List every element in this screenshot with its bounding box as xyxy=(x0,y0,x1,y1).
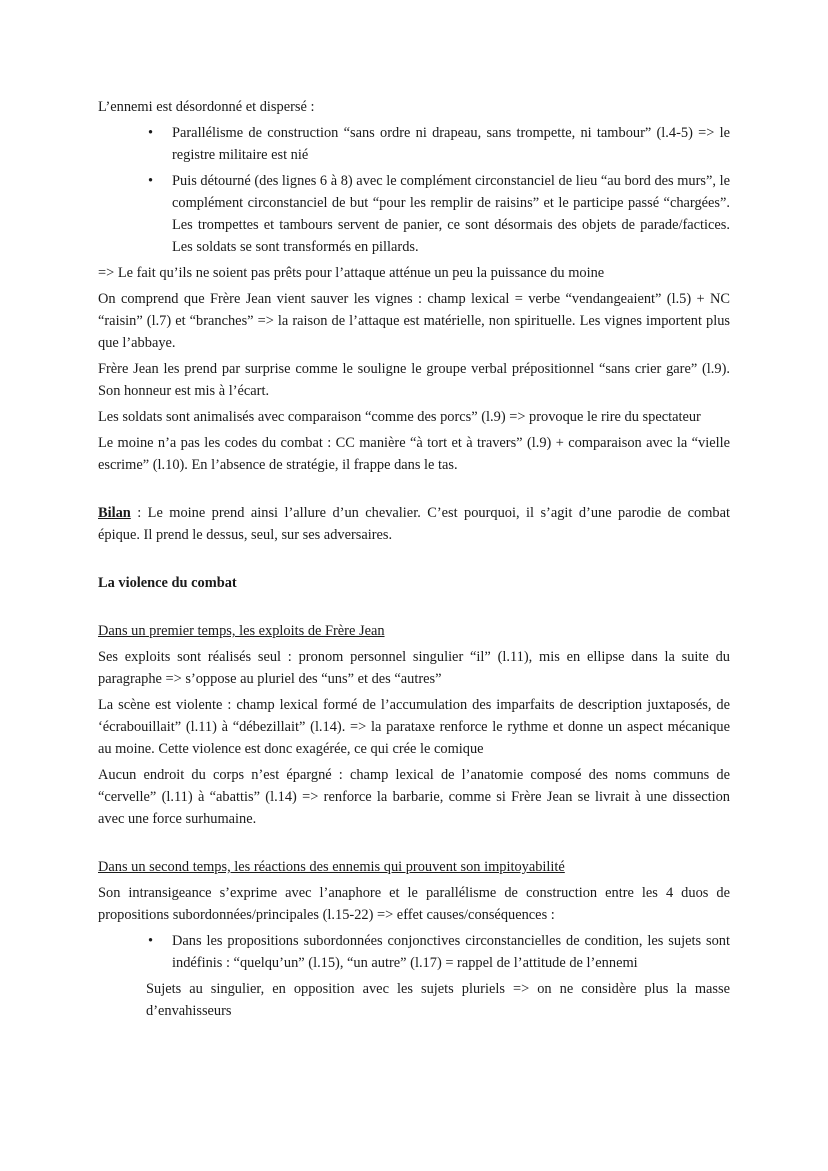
bullet-item: • Parallélisme de construction “sans ordre ni drapeau, sans trompette, ni tambour” (l.4-5) => le registre militaire est nié xyxy=(172,122,730,166)
paragraph-combat-codes: Le moine n’a pas les codes du combat : CC manière “à tort et à travers” (l.9) + comparaison avec la “vielle escrime” (l.10). En l’absence de stratégie, il frappe dans le tas. xyxy=(98,435,730,473)
bilan-label: Bilan xyxy=(98,505,131,521)
subheading-first: Dans un premier temps, les exploits de Frère Jean xyxy=(98,623,385,639)
bilan-text: : Le moine prend ainsi l’allure d’un chevalier. C’est pourquoi, il s’agit d’une parodie de combat épique. Il prend le dessus, seul, sur ses adversaires. xyxy=(98,505,730,543)
document-page xyxy=(98,96,730,1026)
paragraph-violent-scene: La scène est violente : champ lexical formé de l’accumulation des imparfaits de description juxtaposés, de ‘écrabouillait” (l.11) à “débezillait” (l.14). => la parataxe renforce le rythme et donne un aspect mécanique au moine. Cette violence est donc exagérée, ce qui crée le comique xyxy=(98,697,730,757)
paragraph-anatomy: Aucun endroit du corps n’est épargné : champ lexical de l’anatomie composé des noms communs de “cervelle” (l.11) à “abattis” (l.14) => renforce la barbarie, comme si Frère Jean se livrait à une dissection avec une force surhumaine. xyxy=(98,767,730,827)
paragraph-surprise: Frère Jean les prend par surprise comme le souligne le groupe verbal prépositionnel “sans crier gare” (l.9). Son honneur est mis à l’écart. xyxy=(98,361,730,399)
bullet-item: • Puis détourné (des lignes 6 à 8) avec le complément circonstanciel de lieu “au bord des murs”, le complément circonstanciel de but “pour les remplir de raisins” et le participe passé “chargées”. Les trompettes et tambours servent de panier, ce sont désormais des objets de parade/factices. Les soldats se sont transformés en pillards. xyxy=(172,170,730,258)
paragraph-vines: On comprend que Frère Jean vient sauver les vignes : champ lexical = verbe “vendangeaient” (l.5) + NC “raisin” (l.7) et “branches” => la raison de l’attaque est matérielle, non spirituelle. Les vignes importent plus que l’abbaye. xyxy=(98,291,730,351)
paragraph-enemy-disordered: L’ennemi est désordonné et dispersé : xyxy=(98,99,315,115)
bullet-list-subordinates xyxy=(98,930,730,974)
bullet-item: • Dans les propositions subordonnées conjonctives circonstancielles de condition, les sujets sont indéfinis : “quelqu’un” (l.15), “un autre” (l.17) = rappel de l’attitude de l’ennemi xyxy=(172,930,730,974)
subheading-second: Dans un second temps, les réactions des ennemis qui prouvent son impitoyabilité xyxy=(98,859,565,875)
bullet-list-construction xyxy=(98,122,730,258)
paragraph-conclusion-attack: => Le fait qu’ils ne soient pas prêts pour l’attaque atténue un peu la puissance du moine xyxy=(98,265,605,281)
paragraph-bilan xyxy=(98,502,730,546)
paragraph-exploits: Ses exploits sont réalisés seul : pronom personnel singulier “il” (l.11), mis en ellipse dans la suite du paragraphe => s’oppose au pluriel des “uns” et des “autres” xyxy=(98,649,730,687)
section-heading: La violence du combat xyxy=(98,575,237,591)
paragraph-animalized: Les soldats sont animalisés avec comparaison “comme des porcs” (l.9) => provoque le rire du spectateur xyxy=(98,409,701,425)
paragraph-intransigence: Son intransigeance s’exprime avec l’anaphore et le parallélisme de construction entre les 4 duos de propositions subordonnées/principales (l.15-22) => effet causes/conséquences : xyxy=(98,885,730,923)
paragraph-singular-subjects: Sujets au singulier, en opposition avec les sujets pluriels => on ne considère plus la masse d’envahisseurs xyxy=(146,981,730,1019)
